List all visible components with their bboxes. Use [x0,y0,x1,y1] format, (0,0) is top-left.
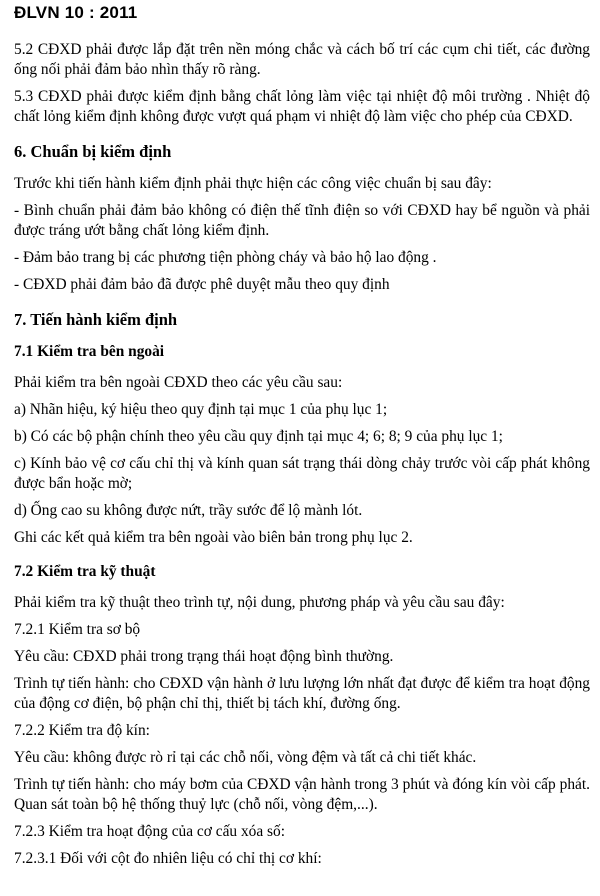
paragraph-7-2-2-requirement: Yêu cầu: không được rò rỉ tại các chỗ nối, vòng đệm và tất cả chi tiết khác. [14,749,477,766]
paragraph-7-2-1-title: 7.2.1 Kiểm tra sơ bộ [14,621,141,638]
subsection-heading-7-2: 7.2 Kiểm tra kỹ thuật [14,563,156,580]
subsection-heading-7-1: 7.1 Kiểm tra bên ngoài [14,343,165,360]
document-body [14,40,590,869]
paragraph-6-item-c: - CĐXD phải đảm bảo đã được phê duyệt mẫu theo quy định [14,276,390,293]
paragraph-7-1-note: Ghi các kết quả kiểm tra bên ngoài vào biên bản trong phụ lục 2. [14,529,413,546]
paragraph-5-2: 5.2 CĐXD phải được lắp đặt trên nền móng chắc và cách bố trí các cụm chi tiết, các đường ống nối phải đảm bảo nhìn thấy rõ ràng. [14,41,590,78]
paragraph-7-2-3-1-title: 7.2.3.1 Đối với cột đo nhiên liệu có chỉ thị cơ khí: [14,850,322,867]
paragraph-7-1-c: c) Kính bảo vệ cơ cấu chỉ thị và kính quan sát trạng thái dòng chảy trước vòi cấp phát không được bẩn hoặc mờ; [14,455,590,492]
section-heading-7: 7. Tiến hành kiểm định [14,310,178,329]
paragraph-6-item-a: - Bình chuẩn phải đảm bảo không có điện thế tĩnh điện so với CĐXD hay bể nguồn và phải được tráng ướt bằng chất lỏng kiểm định. [14,202,590,239]
section-heading-6: 6. Chuẩn bị kiểm định [14,142,172,161]
paragraph-7-1-b: b) Có các bộ phận chính theo yêu cầu quy định tại mục 4; 6; 8; 9 của phụ lục 1; [14,428,503,445]
paragraph-7-1-d: d) Ống cao su không được nứt, trầy sước để lộ mành lót. [14,502,363,519]
paragraph-7-1-intro: Phải kiểm tra bên ngoài CĐXD theo các yêu cầu sau: [14,374,343,391]
paragraph-7-2-2-title: 7.2.2 Kiểm tra độ kín: [14,722,150,739]
paragraph-7-2-2-procedure: Trình tự tiến hành: cho máy bơm của CĐXD vận hành trong 3 phút và đóng kín vòi cấp phát. Quan sát toàn bộ hệ thống thuỷ lực (chỗ nối, vòng đệm,...). [14,776,590,813]
paragraph-7-2-3-title: 7.2.3 Kiểm tra hoạt động của cơ cấu xóa số: [14,823,285,840]
paragraph-5-3: 5.3 CĐXD phải được kiểm định bằng chất lỏng làm việc tại nhiệt độ môi trường . Nhiệt độ chất lỏng kiểm định không được vượt quá phạm vi nhiệt độ làm việc cho phép của CĐXD. [14,88,590,125]
document-code-header: ĐLVN 10 : 2011 [14,3,138,22]
paragraph-6-intro: Trước khi tiến hành kiểm định phải thực hiện các công việc chuẩn bị sau đây: [14,175,492,192]
paragraph-7-2-1-requirement: Yêu cầu: CĐXD phải trong trạng thái hoạt động bình thường. [14,648,394,665]
paragraph-6-item-b: - Đảm bảo trang bị các phương tiện phòng cháy và bảo hộ lao động . [14,249,437,266]
paragraph-7-2-1-procedure: Trình tự tiến hành: cho CĐXD vận hành ở lưu lượng lớn nhất đạt được để kiểm tra hoạt động của động cơ điện, bộ phận chỉ thị, thiết bị tách khí, đường ống. [14,675,590,712]
paragraph-7-2-intro: Phải kiểm tra kỹ thuật theo trình tự, nội dung, phương pháp và yêu cầu sau đây: [14,594,505,611]
paragraph-7-1-a: a) Nhãn hiệu, ký hiệu theo quy định tại mục 1 của phụ lục 1; [14,401,388,418]
